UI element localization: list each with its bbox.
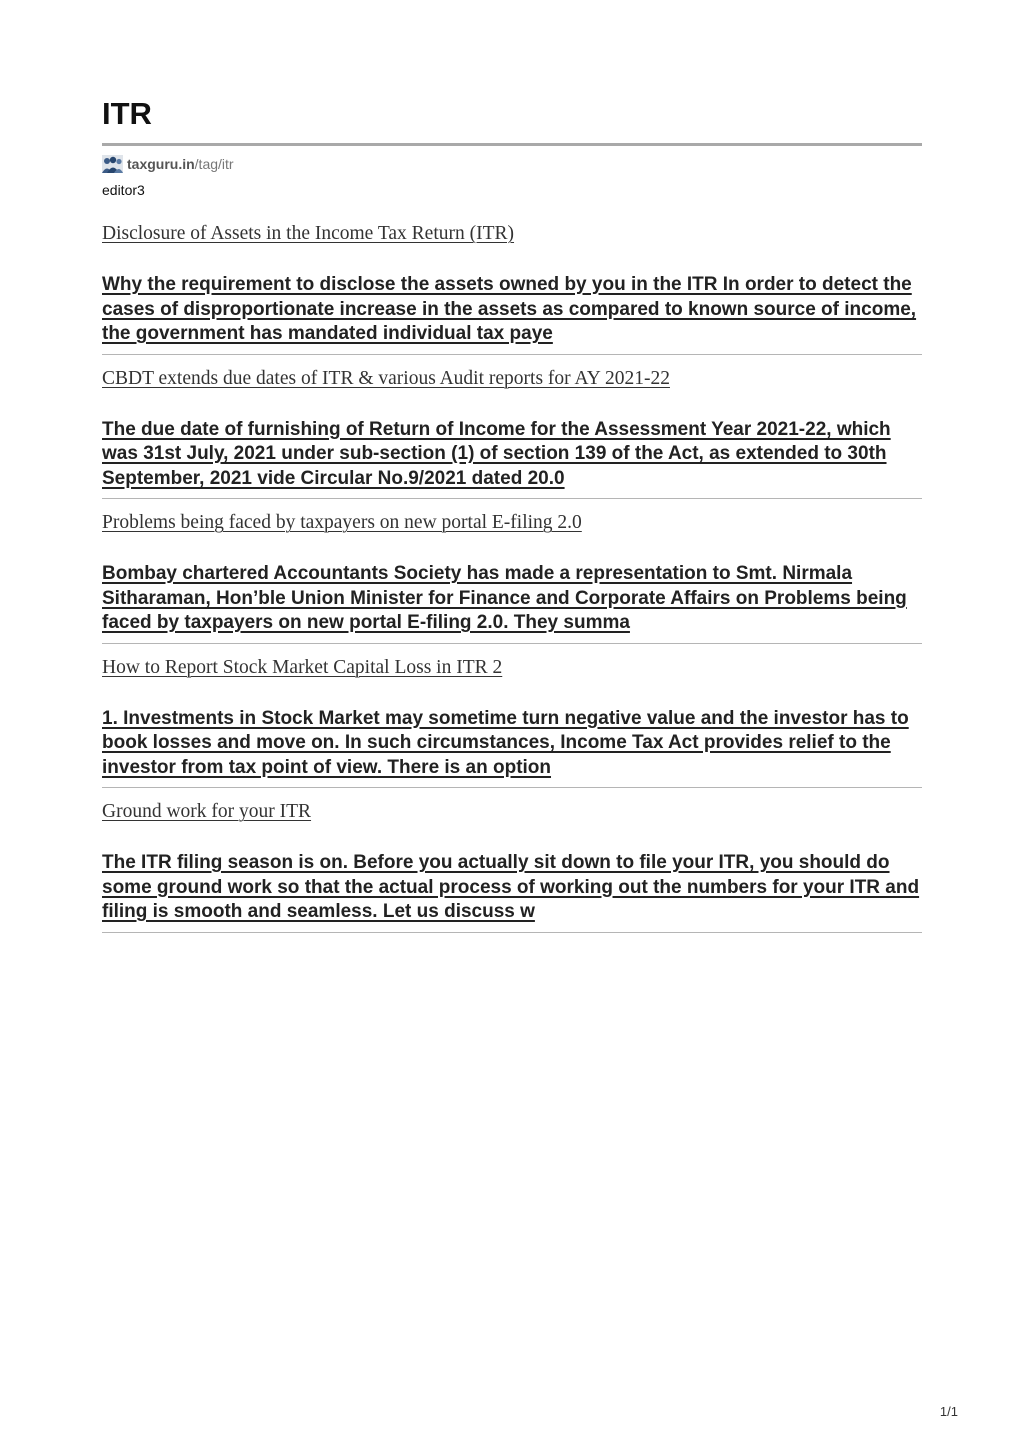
- title-divider: [102, 143, 922, 146]
- article-entry: [102, 511, 922, 644]
- page-number: 1/1: [939, 1404, 958, 1419]
- article-entry: [102, 222, 922, 355]
- author-name: editor3: [102, 182, 145, 198]
- article-list: [102, 222, 922, 933]
- article-title-link[interactable]: How to Report Stock Market Capital Loss in ITR 2: [102, 656, 503, 678]
- article-title-link[interactable]: Ground work for your ITR: [102, 801, 312, 822]
- source-host: taxguru.in: [127, 156, 195, 172]
- article-entry: [102, 800, 922, 933]
- page-title: ITR: [102, 96, 152, 131]
- article-title-link[interactable]: Disclosure of Assets in the Income Tax Return (ITR): [102, 223, 515, 244]
- article-excerpt-link[interactable]: The due date of furnishing of Return of Income for the Assessment Year 2021-22, which was 31st July, 2021 under sub-section (1) of section 139 of the Act, as extended to 30th September, 2021 vide Circular No.9/2021 dated 20.0: [102, 418, 891, 489]
- source-path: /tag/itr: [194, 156, 234, 172]
- source-link[interactable]: [102, 154, 922, 174]
- article-entry: [102, 656, 922, 789]
- article-excerpt-link[interactable]: Why the requirement to disclose the assets owned by you in the ITR In order to detect the cases of disproportionate increase in the assets as compared to known source of income, the government has mandated individual tax paye: [102, 274, 917, 344]
- document-page: [102, 0, 922, 933]
- article-title-link[interactable]: CBDT extends due dates of ITR & various Audit reports for AY 2021-22: [102, 367, 670, 389]
- article-excerpt-link[interactable]: Bombay chartered Accountants Society has made a representation to Smt. Nirmala Sitharaman, Hon’ble Union Minister for Finance and Corporate Affairs on Problems being faced by taxpayers on new portal E-filing 2.0. They summa: [102, 563, 907, 633]
- people-icon: [102, 155, 123, 173]
- article-title-link[interactable]: Problems being faced by taxpayers on new portal E-filing 2.0: [102, 512, 582, 533]
- article-excerpt-link[interactable]: The ITR filing season is on. Before you actually sit down to file your ITR, you should do some ground work so that the actual process of working out the numbers for your ITR and filing is smooth and seamless. Let us discuss w: [102, 852, 920, 922]
- article-excerpt-link[interactable]: 1. Investments in Stock Market may sometime turn negative value and the investor has to book losses and move on. In such circumstances, Income Tax Act provides relief to the investor from tax point of view. There is an option: [102, 707, 909, 778]
- article-entry: [102, 367, 922, 500]
